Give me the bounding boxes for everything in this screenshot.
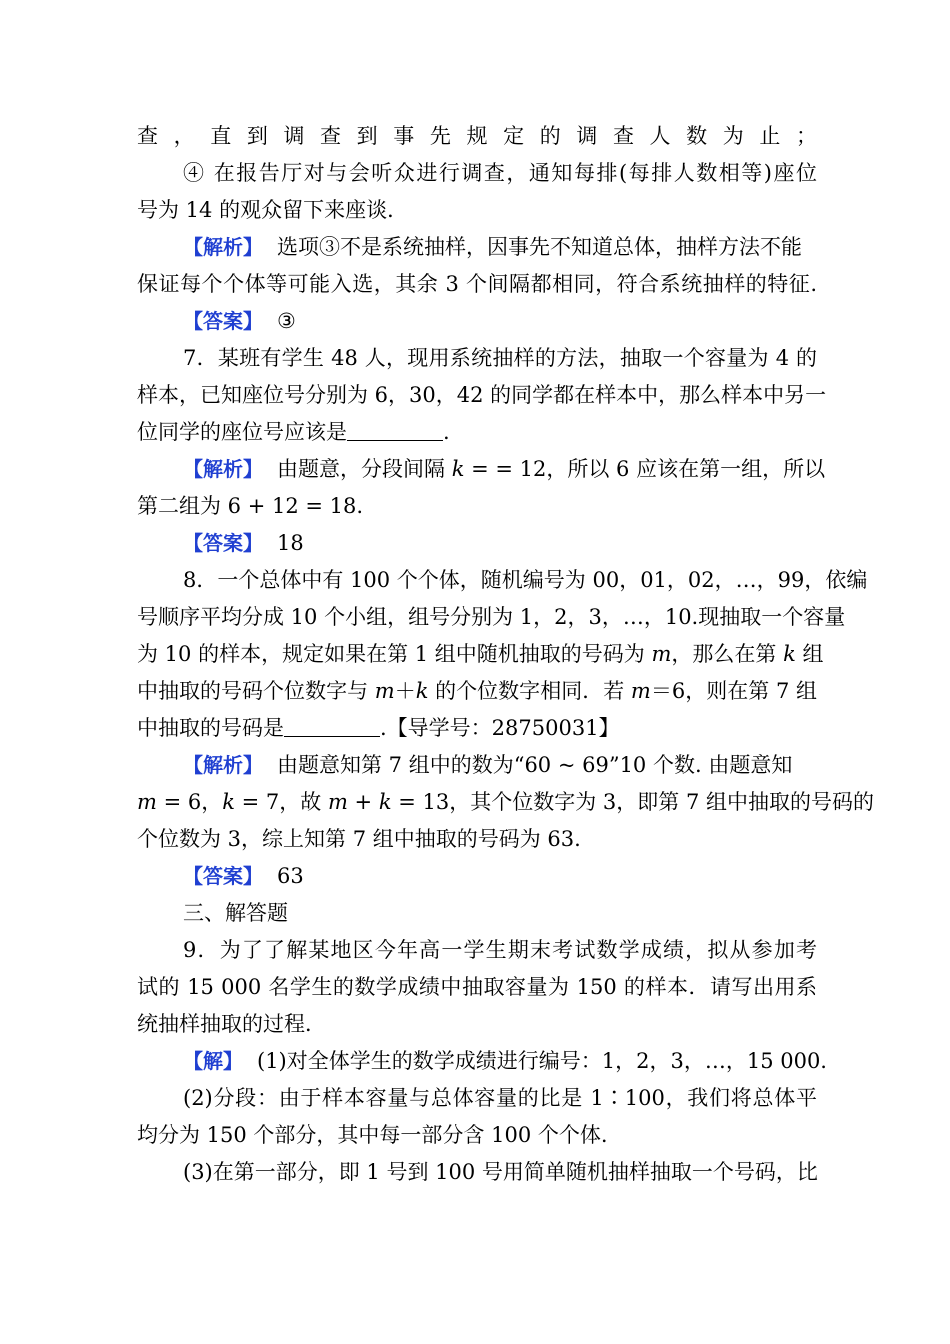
answer-line: 【答案】 18 [183,531,304,555]
text-line: 位同学的座位号应该是 . [137,420,450,444]
text-line: 中抽取的号码是 .【导学号：28750031】 [137,716,620,740]
question-7-line: 7．某班有学生 48 人，现用系统抽样的方法，抽取一个容量为 4 的 [183,346,817,370]
text-line: (3)在第一部分，即 1 号到 100 号用简单随机抽样抽取一个号码，比 [183,1160,818,1184]
text-line: 保证每个个体等可能入选，其余 3 个间隔都相同，符合系统抽样的特征. [137,272,817,296]
text-line: (2)分段：由于样本容量与总体容量的比是 1∶100，我们将总体平 [183,1086,817,1110]
solution-tag: 【解】 [183,1049,243,1073]
text-line: 号顺序平均分成 10 个小组，组号分别为 1，2，3，…，10.现抽取一个容量 [137,605,846,629]
answer-tag: 【答案】 [183,309,263,333]
analysis-line: 【解析】 由题意知第 7 组中的数为“60 ~ 69”10 个数. 由题意知 [183,753,793,777]
answer-blank [284,714,380,737]
text-line: ④ 在报告厅对与会听众进行调查，通知每排(每排人数相等)座位 [183,161,817,185]
answer-tag: 【答案】 [183,864,263,888]
answer-line: 【答案】 ③ [183,309,296,333]
section-heading: 三、解答题 [183,901,288,925]
solution-line: 【解】 (1)对全体学生的数学成绩进行编号：1，2，3，…，15 000. [183,1049,827,1073]
analysis-line: 【解析】 选项③不是系统抽样，因事先不知道总体，抽样方法不能 [183,235,802,259]
text-line: m = 6，k = 7，故 m + k = 13，其个位数字为 3，即第 7 组中抽取的号码的 [137,790,874,814]
text-line: 均分为 150 个部分，其中每一部分含 100 个个体. [137,1123,608,1147]
question-8-line: 8．一个总体中有 100 个个体，随机编号为 00，01，02，…，99，依编 [183,568,868,592]
answer-line: 【答案】 63 [183,864,304,888]
text-line: 样本，已知座位号分别为 6，30，42 的同学都在样本中，那么样本中另一 [137,383,827,407]
analysis-tag: 【解析】 [183,457,263,481]
text-line: 试的 15 000 名学生的数学成绩中抽取容量为 150 的样本．请写出用系 [137,975,817,999]
text-line: 中抽取的号码个位数字与 m＋k 的个位数字相同．若 m＝6，则在第 7 组 [137,679,817,703]
text-line: 个位数为 3，综上知第 7 组中抽取的号码为 63. [137,827,581,851]
analysis-tag: 【解析】 [183,753,263,777]
analysis-tag: 【解析】 [183,235,263,259]
text-line: 号为 14 的观众留下来座谈． [137,198,409,222]
text-line: 为 10 的样本，规定如果在第 1 组中随机抽取的号码为 m，那么在第 k 组 [137,642,824,666]
text-line: 统抽样抽取的过程． [137,1012,326,1036]
answer-tag: 【答案】 [183,531,263,555]
answer-blank [347,418,443,441]
analysis-line: 【解析】 由题意，分段间隔 k = = 12，所以 6 应该在第一组，所以 [183,457,826,481]
text-line: 第二组为 6 + 12 = 18. [137,494,364,518]
question-9-line: 9．为了了解某地区今年高一学生期末考试数学成绩，拟从参加考 [183,938,817,962]
text-line: 查，直到调查到事先规定的调查人数为止； [137,124,817,148]
